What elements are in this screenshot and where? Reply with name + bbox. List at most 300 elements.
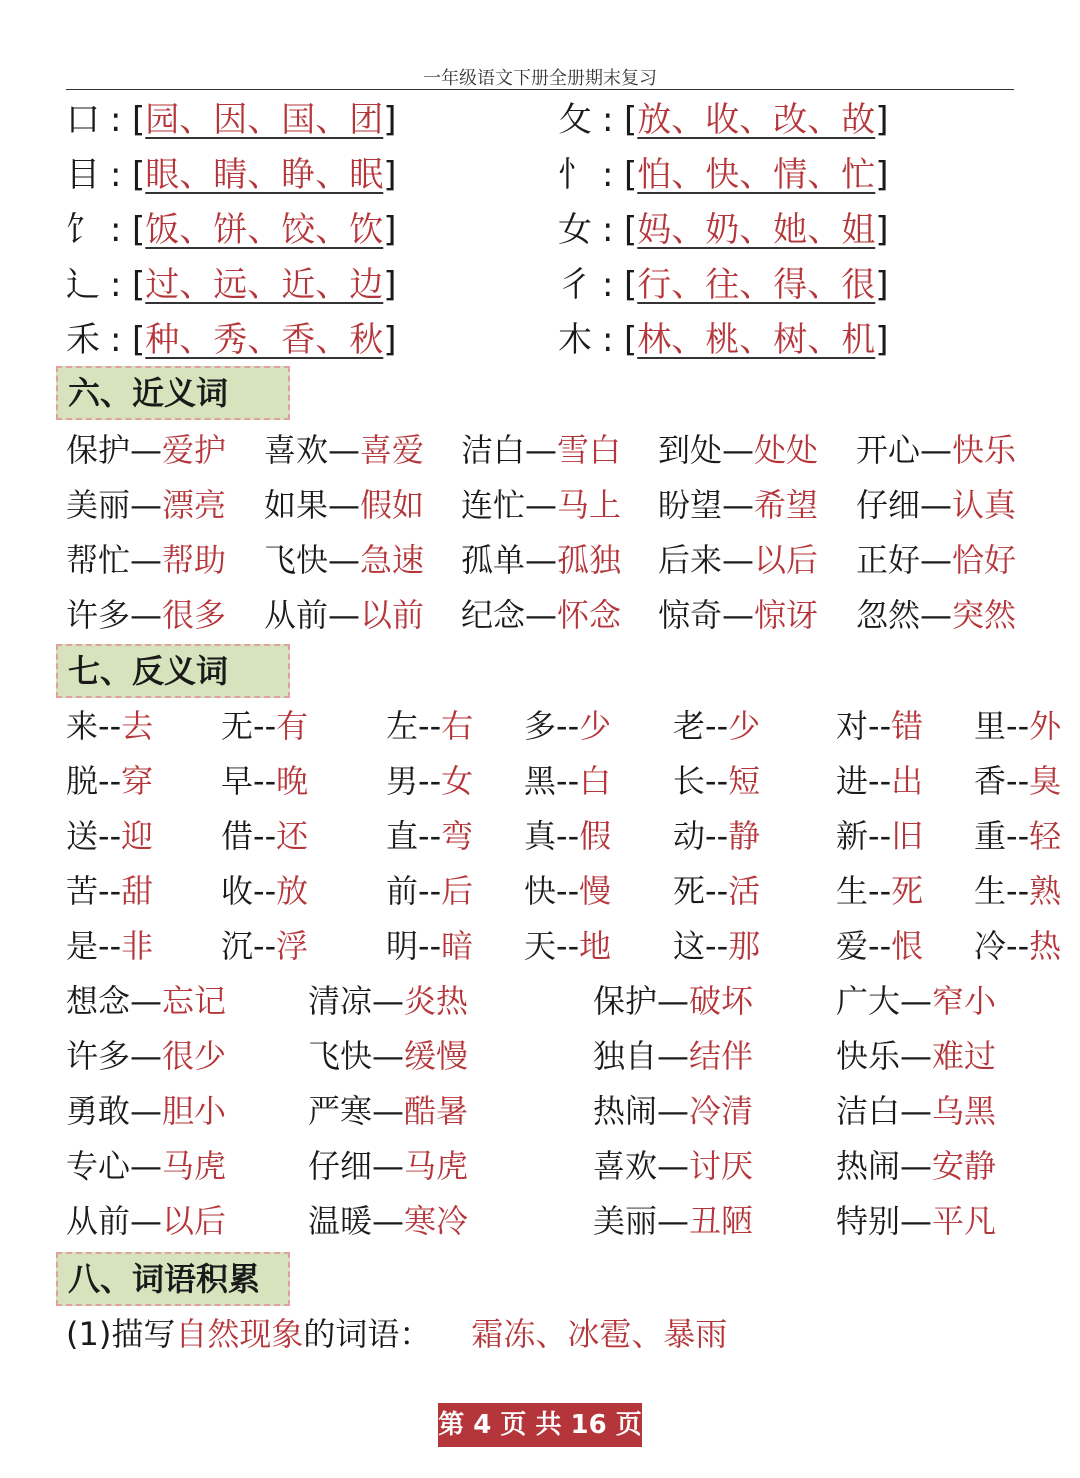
colon: : [110, 155, 122, 195]
dash: — [657, 1092, 690, 1130]
dash: -- [868, 707, 892, 745]
bracket-open: [ [624, 210, 638, 250]
bracket-open: [ [624, 100, 638, 140]
antonym-pair [386, 920, 473, 972]
colon: : [110, 210, 122, 250]
synonym-pair [658, 479, 818, 531]
antonym-answer: 暗 [441, 927, 474, 965]
bracket-open: [ [132, 100, 146, 140]
antonym-word: 里 [974, 707, 1007, 745]
radical-row [66, 259, 397, 311]
colon: : [602, 155, 614, 195]
dash: -- [418, 872, 442, 910]
dash: — [722, 486, 755, 524]
antonym-phrase-pair [308, 975, 468, 1027]
synonym-word: 洁白 [461, 431, 526, 469]
synonym-pair [658, 589, 818, 641]
bracket-open: [ [624, 155, 638, 195]
synonym-word: 后来 [658, 541, 723, 579]
antonym-answer: 死 [891, 872, 924, 910]
antonym-phrase: 严寒 [308, 1092, 373, 1130]
antonym-pair [673, 920, 760, 972]
synonym-answer: 喜爱 [360, 431, 425, 469]
antonym-answer: 右 [441, 707, 474, 745]
dash: — [372, 1037, 405, 1075]
antonym-word: 明 [386, 927, 419, 965]
dash: — [920, 431, 953, 469]
antonym-word: 香 [974, 762, 1007, 800]
dash: — [525, 486, 558, 524]
synonym-word: 保护 [66, 431, 131, 469]
bracket-open: [ [132, 210, 146, 250]
dash: — [130, 1092, 163, 1130]
antonym-phrase-answer: 缓慢 [404, 1037, 469, 1075]
dash: — [920, 541, 953, 579]
bracket-close: ] [875, 210, 889, 250]
antonym-pair [974, 920, 1061, 972]
synonym-word: 到处 [658, 431, 723, 469]
antonym-word: 多 [524, 707, 557, 745]
dash: -- [868, 872, 892, 910]
antonym-phrase-pair [593, 1030, 753, 1082]
synonym-answer: 很多 [162, 596, 227, 634]
synonym-answer: 急速 [360, 541, 425, 579]
antonym-answer: 静 [728, 817, 761, 855]
antonym-answer: 旧 [891, 817, 924, 855]
antonym-phrase-pair [593, 1085, 753, 1137]
bracket-close: ] [383, 320, 397, 360]
dash: -- [418, 707, 442, 745]
antonym-answer: 非 [121, 927, 154, 965]
dash: — [900, 1147, 933, 1185]
antonym-word: 借 [221, 817, 254, 855]
antonym-answer: 热 [1029, 927, 1062, 965]
synonym-pair [264, 479, 424, 531]
antonym-word: 男 [386, 762, 419, 800]
antonym-pair [221, 920, 308, 972]
bracket-open: [ [132, 265, 146, 305]
antonym-word: 前 [386, 872, 419, 910]
dash: -- [1006, 872, 1030, 910]
radical-row [558, 314, 889, 366]
antonym-word: 老 [673, 707, 706, 745]
radical-example-chars: 眼、睛、睁、眠 [145, 155, 384, 195]
dash: -- [253, 927, 277, 965]
synonym-pair [658, 534, 818, 586]
dash: -- [556, 762, 580, 800]
antonym-answer: 女 [441, 762, 474, 800]
synonym-pair [856, 424, 1016, 476]
synonym-pair [658, 424, 818, 476]
antonym-phrase-answer: 冷清 [689, 1092, 754, 1130]
synonym-word: 帮忙 [66, 541, 131, 579]
antonym-word: 无 [221, 707, 254, 745]
line-suffix: 的词语： [303, 1315, 432, 1353]
antonym-phrase: 快乐 [836, 1037, 901, 1075]
bracket-close: ] [383, 100, 397, 140]
antonym-answer: 去 [121, 707, 154, 745]
bracket-open: [ [624, 265, 638, 305]
antonym-phrase-answer: 马虎 [404, 1147, 469, 1185]
radical-example-chars: 林、桃、树、机 [637, 320, 876, 360]
antonym-answer: 迎 [121, 817, 154, 855]
line-words: 霜冻、冰雹、暴雨 [471, 1315, 728, 1353]
dash: -- [705, 707, 729, 745]
antonym-phrase-answer: 以后 [162, 1202, 227, 1240]
antonym-word: 进 [836, 762, 869, 800]
synonym-word: 盼望 [658, 486, 723, 524]
dash: -- [1006, 817, 1030, 855]
synonym-pair [461, 424, 621, 476]
antonym-phrase-pair [836, 1140, 996, 1192]
synonym-answer: 快乐 [952, 431, 1017, 469]
dash: -- [1006, 762, 1030, 800]
synonym-word: 从前 [264, 596, 329, 634]
colon: : [602, 210, 614, 250]
antonym-phrase-answer: 酷暑 [404, 1092, 469, 1130]
antonym-phrase-answer: 很少 [162, 1037, 227, 1075]
synonym-word: 如果 [264, 486, 329, 524]
synonym-answer: 突然 [952, 596, 1017, 634]
synonym-answer: 爱护 [162, 431, 227, 469]
dash: — [130, 486, 163, 524]
antonym-phrase-answer: 丑陋 [689, 1202, 754, 1240]
synonym-answer: 恰好 [952, 541, 1017, 579]
antonym-phrase-answer: 安静 [932, 1147, 997, 1185]
antonym-phrase-pair [308, 1195, 468, 1247]
synonym-answer: 希望 [754, 486, 819, 524]
synonym-pair [66, 479, 226, 531]
dash: — [722, 541, 755, 579]
dash: -- [98, 817, 122, 855]
dash: — [525, 541, 558, 579]
synonym-pair [66, 589, 226, 641]
synonym-answer: 认真 [952, 486, 1017, 524]
dash: — [657, 1147, 690, 1185]
radical-char: 辶 [66, 265, 100, 305]
antonym-word: 生 [974, 872, 1007, 910]
colon: : [110, 265, 122, 305]
antonym-answer: 后 [441, 872, 474, 910]
antonym-phrase: 飞快 [308, 1037, 373, 1075]
dash: — [525, 596, 558, 634]
radical-row [558, 259, 889, 311]
antonym-phrase-answer: 忘记 [162, 982, 227, 1020]
antonym-pair [386, 755, 473, 807]
antonym-pair [66, 810, 153, 862]
antonym-answer: 穿 [121, 762, 154, 800]
radical-char: 攵 [558, 100, 592, 140]
radical-char: 木 [558, 320, 592, 360]
dash: -- [98, 762, 122, 800]
antonym-word: 死 [673, 872, 706, 910]
dash: -- [98, 872, 122, 910]
radical-char: 彳 [558, 265, 592, 305]
antonym-pair [221, 865, 308, 917]
antonym-answer: 地 [579, 927, 612, 965]
antonym-phrase: 清凉 [308, 982, 373, 1020]
dash: -- [253, 817, 277, 855]
antonym-answer: 还 [276, 817, 309, 855]
dash: — [130, 596, 163, 634]
dash: — [372, 982, 405, 1020]
synonym-answer: 孤独 [557, 541, 622, 579]
antonym-pair [836, 810, 923, 862]
radical-char: 女 [558, 210, 592, 250]
antonym-pair [974, 700, 1061, 752]
antonym-word: 沉 [221, 927, 254, 965]
synonym-answer: 漂亮 [162, 486, 227, 524]
dash: -- [556, 707, 580, 745]
antonym-word: 生 [836, 872, 869, 910]
antonym-pair [524, 700, 611, 752]
synonym-pair [856, 479, 1016, 531]
synonym-pair [66, 424, 226, 476]
dash: -- [705, 872, 729, 910]
synonym-word: 美丽 [66, 486, 131, 524]
antonym-answer: 臭 [1029, 762, 1062, 800]
synonym-answer: 惊讶 [754, 596, 819, 634]
antonym-pair [524, 865, 611, 917]
antonym-word: 天 [524, 927, 557, 965]
antonym-phrase-answer: 乌黑 [932, 1092, 997, 1130]
dash: — [130, 1202, 163, 1240]
antonym-pair [221, 700, 308, 752]
dash: — [722, 596, 755, 634]
dash: — [328, 596, 361, 634]
antonym-word: 苦 [66, 872, 99, 910]
antonym-phrase-pair [593, 1140, 753, 1192]
antonym-phrase: 洁白 [836, 1092, 901, 1130]
antonym-phrase-pair [593, 1195, 753, 1247]
antonym-word: 早 [221, 762, 254, 800]
antonym-phrase-pair [66, 1085, 226, 1137]
dash: — [525, 431, 558, 469]
antonym-phrase: 热闹 [593, 1092, 658, 1130]
antonym-phrase-pair [308, 1085, 468, 1137]
antonym-answer: 活 [728, 872, 761, 910]
synonym-word: 惊奇 [658, 596, 723, 634]
radical-row [558, 94, 889, 146]
header-divider [66, 89, 1014, 90]
antonym-pair [974, 865, 1061, 917]
antonym-phrase: 喜欢 [593, 1147, 658, 1185]
line-topic: 自然现象 [175, 1315, 304, 1353]
antonym-phrase: 美丽 [593, 1202, 658, 1240]
antonym-phrase: 想念 [66, 982, 131, 1020]
synonym-word: 喜欢 [264, 431, 329, 469]
antonym-phrase-answer: 胆小 [162, 1092, 227, 1130]
antonym-pair [974, 755, 1061, 807]
antonym-answer: 错 [891, 707, 924, 745]
radical-row [558, 149, 889, 201]
dash: — [130, 1037, 163, 1075]
antonym-word: 是 [66, 927, 99, 965]
antonym-pair [673, 810, 760, 862]
dash: — [130, 541, 163, 579]
dash: — [900, 1037, 933, 1075]
synonym-answer: 马上 [557, 486, 622, 524]
antonym-phrase: 从前 [66, 1202, 131, 1240]
synonym-pair [461, 534, 621, 586]
antonym-answer: 外 [1029, 707, 1062, 745]
colon: : [602, 265, 614, 305]
antonym-word: 动 [673, 817, 706, 855]
dash: — [722, 431, 755, 469]
antonym-answer: 晚 [276, 762, 309, 800]
antonym-phrase: 热闹 [836, 1147, 901, 1185]
dash: — [130, 431, 163, 469]
radical-row [66, 204, 397, 256]
antonym-phrase-pair [66, 1030, 226, 1082]
antonym-pair [66, 920, 153, 972]
bracket-open: [ [624, 320, 638, 360]
dash: -- [705, 817, 729, 855]
antonym-pair [66, 865, 153, 917]
antonym-word: 重 [974, 817, 1007, 855]
antonym-phrase-pair [593, 975, 753, 1027]
colon: : [602, 100, 614, 140]
antonym-pair [524, 810, 611, 862]
antonym-phrase-pair [836, 975, 996, 1027]
dash: — [328, 431, 361, 469]
radical-row [66, 94, 397, 146]
dash: -- [556, 872, 580, 910]
dash: — [372, 1202, 405, 1240]
antonym-phrase: 勇敢 [66, 1092, 131, 1130]
antonym-phrase: 许多 [66, 1037, 131, 1075]
radical-row [66, 314, 397, 366]
antonym-phrase: 专心 [66, 1147, 131, 1185]
synonym-word: 开心 [856, 431, 921, 469]
bracket-open: [ [132, 155, 146, 195]
antonym-pair [673, 700, 760, 752]
colon: : [110, 320, 122, 360]
antonym-answer: 那 [728, 927, 761, 965]
antonym-answer: 有 [276, 707, 309, 745]
dash: — [130, 1147, 163, 1185]
dash: -- [1006, 927, 1030, 965]
antonym-pair [836, 700, 923, 752]
dash: -- [418, 817, 442, 855]
radical-example-chars: 怕、快、情、忙 [637, 155, 876, 195]
radical-char: 目 [66, 155, 100, 195]
antonym-word: 对 [836, 707, 869, 745]
antonym-phrase: 广大 [836, 982, 901, 1020]
synonym-answer: 怀念 [557, 596, 622, 634]
synonym-word: 连忙 [461, 486, 526, 524]
colon: : [110, 100, 122, 140]
radical-example-chars: 园、因、国、团 [145, 100, 384, 140]
bracket-close: ] [875, 265, 889, 305]
antonym-phrase-pair [836, 1030, 996, 1082]
dash: -- [253, 872, 277, 910]
antonym-pair [221, 810, 308, 862]
antonym-phrase-pair [66, 975, 226, 1027]
antonym-phrase-answer: 平凡 [932, 1202, 997, 1240]
antonym-pair [66, 755, 153, 807]
dash: -- [418, 762, 442, 800]
bracket-open: [ [132, 320, 146, 360]
radical-example-chars: 行、往、得、很 [637, 265, 876, 305]
antonym-answer: 弯 [441, 817, 474, 855]
antonym-phrase-answer: 难过 [932, 1037, 997, 1075]
radical-char: 饣 [66, 210, 100, 250]
antonym-answer: 假 [579, 817, 612, 855]
antonym-phrase-answer: 窄小 [932, 982, 997, 1020]
accumulation-line [66, 1308, 727, 1360]
antonym-answer: 出 [891, 762, 924, 800]
radical-char: 忄 [558, 155, 592, 195]
antonym-answer: 白 [579, 762, 612, 800]
page-number-badge: 第 4 页 共 16 页 [438, 1403, 642, 1447]
bracket-close: ] [875, 320, 889, 360]
dash: — [657, 982, 690, 1020]
antonym-pair [836, 865, 923, 917]
bracket-close: ] [383, 265, 397, 305]
synonym-word: 飞快 [264, 541, 329, 579]
dash: -- [868, 927, 892, 965]
antonym-pair [673, 865, 760, 917]
dash: -- [253, 707, 277, 745]
colon: : [602, 320, 614, 360]
antonym-phrase-answer: 破坏 [689, 982, 754, 1020]
bracket-close: ] [875, 155, 889, 195]
synonym-answer: 假如 [360, 486, 425, 524]
antonym-phrase: 仔细 [308, 1147, 373, 1185]
dash: -- [418, 927, 442, 965]
section-heading-antonyms: 七、反义词 [56, 644, 290, 698]
dash: — [900, 982, 933, 1020]
antonym-word: 真 [524, 817, 557, 855]
synonym-word: 纪念 [461, 596, 526, 634]
synonym-pair [264, 589, 424, 641]
synonym-word: 忽然 [856, 596, 921, 634]
antonym-phrase: 特别 [836, 1202, 901, 1240]
synonym-pair [66, 534, 226, 586]
radical-example-chars: 放、收、改、故 [637, 100, 876, 140]
radical-example-chars: 妈、奶、她、姐 [637, 210, 876, 250]
radical-example-chars: 饭、饼、饺、饮 [145, 210, 384, 250]
antonym-pair [974, 810, 1061, 862]
dash: — [372, 1147, 405, 1185]
antonym-word: 长 [673, 762, 706, 800]
antonym-phrase-pair [66, 1140, 226, 1192]
antonym-phrase-answer: 结伴 [689, 1037, 754, 1075]
antonym-phrase-pair [836, 1085, 996, 1137]
dash: — [920, 486, 953, 524]
antonym-pair [386, 865, 473, 917]
antonym-answer: 浮 [276, 927, 309, 965]
synonym-answer: 以后 [754, 541, 819, 579]
synonym-word: 许多 [66, 596, 131, 634]
synonym-pair [461, 589, 621, 641]
antonym-phrase-answer: 马虎 [162, 1147, 227, 1185]
antonym-phrase-answer: 寒冷 [404, 1202, 469, 1240]
radical-row [558, 204, 889, 256]
synonym-pair [856, 534, 1016, 586]
antonym-word: 左 [386, 707, 419, 745]
dash: — [900, 1202, 933, 1240]
dash: — [657, 1037, 690, 1075]
antonym-pair [524, 920, 611, 972]
antonym-pair [836, 920, 923, 972]
dash: -- [556, 927, 580, 965]
antonym-word: 新 [836, 817, 869, 855]
antonym-answer: 熟 [1029, 872, 1062, 910]
document-title: 一年级语文下册全册期末复习 [423, 68, 657, 89]
antonym-answer: 少 [579, 707, 612, 745]
